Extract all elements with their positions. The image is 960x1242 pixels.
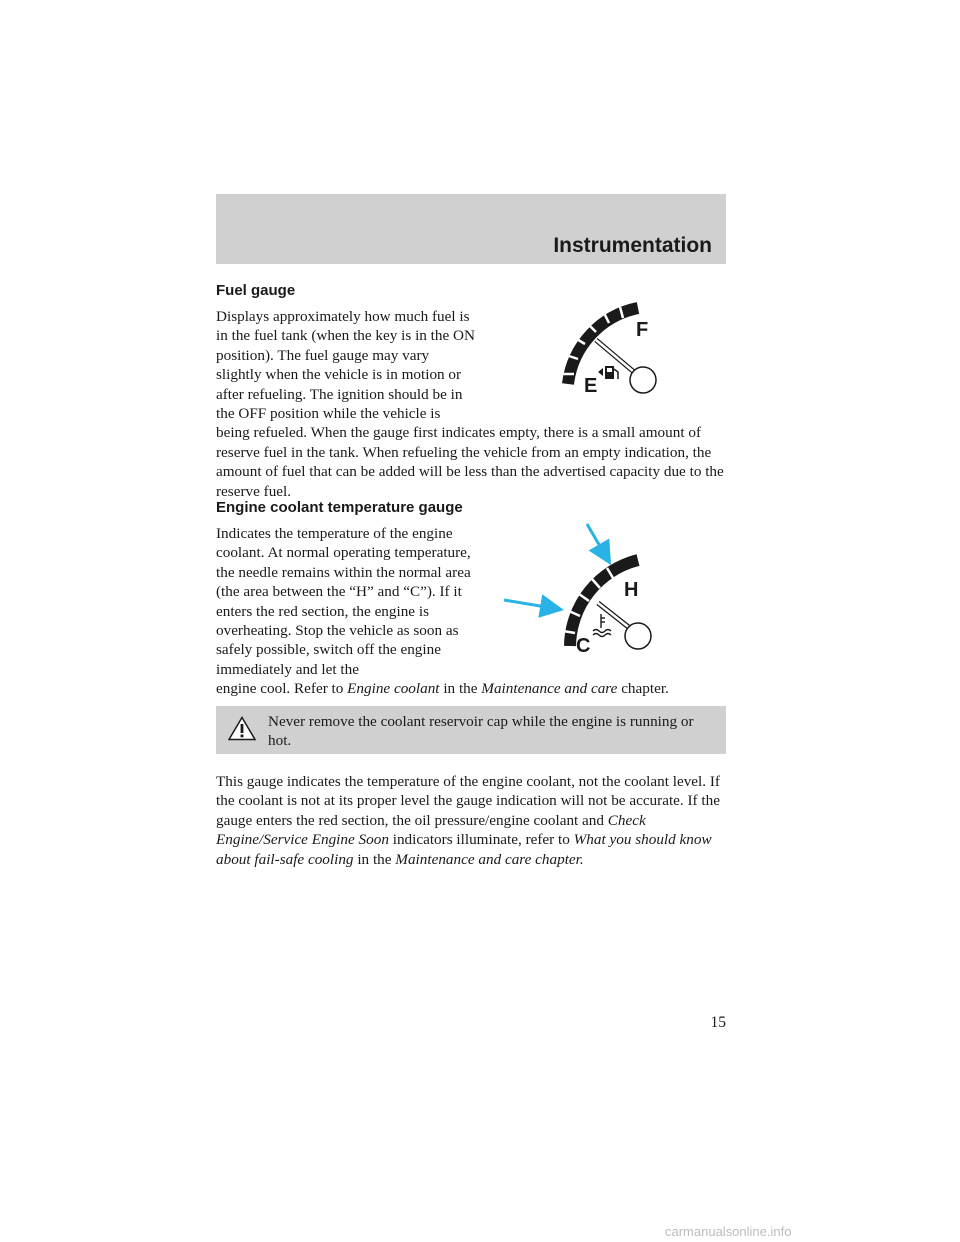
fail-safe-cooling-reference: What you should know about fail-safe cooling [216, 831, 712, 868]
fuel-gauge-heading: Fuel gauge [216, 282, 296, 299]
fuel-gauge-illustration [552, 296, 664, 396]
fuel-pump-icon [598, 366, 618, 379]
thermometer-icon [593, 614, 611, 637]
maintenance-chapter-reference: Maintenance and care chapter. [395, 850, 584, 868]
check-engine-reference: Check Engine/Service Engine Soon [216, 811, 646, 849]
coolant-gauge-illustration [500, 520, 660, 656]
fuel-full-label: F [636, 319, 649, 341]
maintenance-and-care-reference: Maintenance and care [481, 680, 618, 698]
fuel-gauge-description: Displays approximately how much fuel is in the fuel tank (when the key is in the ON position). The fuel gauge may vary slightly when the vehicle is in motion or after refueling. The ignition should be in the OFF position while the vehicle is [216, 308, 475, 423]
coolant-cold-label: C [576, 635, 591, 656]
coolant-hot-label: H [624, 579, 639, 601]
section-header [216, 194, 726, 264]
coolant-level-section [216, 772, 726, 869]
page-number: 15 [710, 1014, 726, 1031]
fuel-empty-label: E [584, 375, 598, 396]
coolant-gauge-hub [625, 623, 651, 649]
engine-coolant-reference: Engine coolant [347, 680, 440, 698]
cold-end-callout-arrow [504, 600, 558, 609]
warning-box [216, 706, 726, 754]
warning-triangle-icon [228, 716, 256, 741]
warning-text: Never remove the coolant reservoir cap while the engine is running or hot. [268, 713, 694, 750]
section-title: Instrumentation [553, 234, 712, 257]
watermark: carmanualsonline.info [665, 1224, 792, 1239]
coolant-level-paragraph: This gauge indicates the temperature of the engine coolant, not the coolant level. If the coolant is not at its proper level the gauge indication will not be accurate. If the gauge enters the red section, the oil pressure/engine coolant and Check Engine/Service Engine Soon indicators illuminate, refer to What you should know about fail-safe cooling in the Maintenance and care chapter. [216, 773, 720, 868]
fuel-gauge-description-continued: being refueled. When the gauge first indicates empty, there is a small amount of reserve fuel in the tank. When refueling the vehicle from an empty indication, the amount of fuel that can be added will be less than the advertised capacity due to the reserve fuel. [216, 424, 724, 500]
coolant-gauge-description-continued: engine cool. Refer to Engine coolant in the Maintenance and care chapter. [216, 680, 669, 698]
fuel-gauge-hub [630, 367, 656, 393]
hot-end-callout-arrow [587, 524, 608, 560]
coolant-gauge-description: Indicates the temperature of the engine coolant. At normal operating temperature, the needle remains within the normal area (the area between the “H” and “C”). If it enters the red section, the engine is overheating. Stop the vehicle as soon as safely possible, switch off the engine immediately and let the [216, 525, 471, 678]
coolant-gauge-heading: Engine coolant temperature gauge [216, 499, 463, 516]
